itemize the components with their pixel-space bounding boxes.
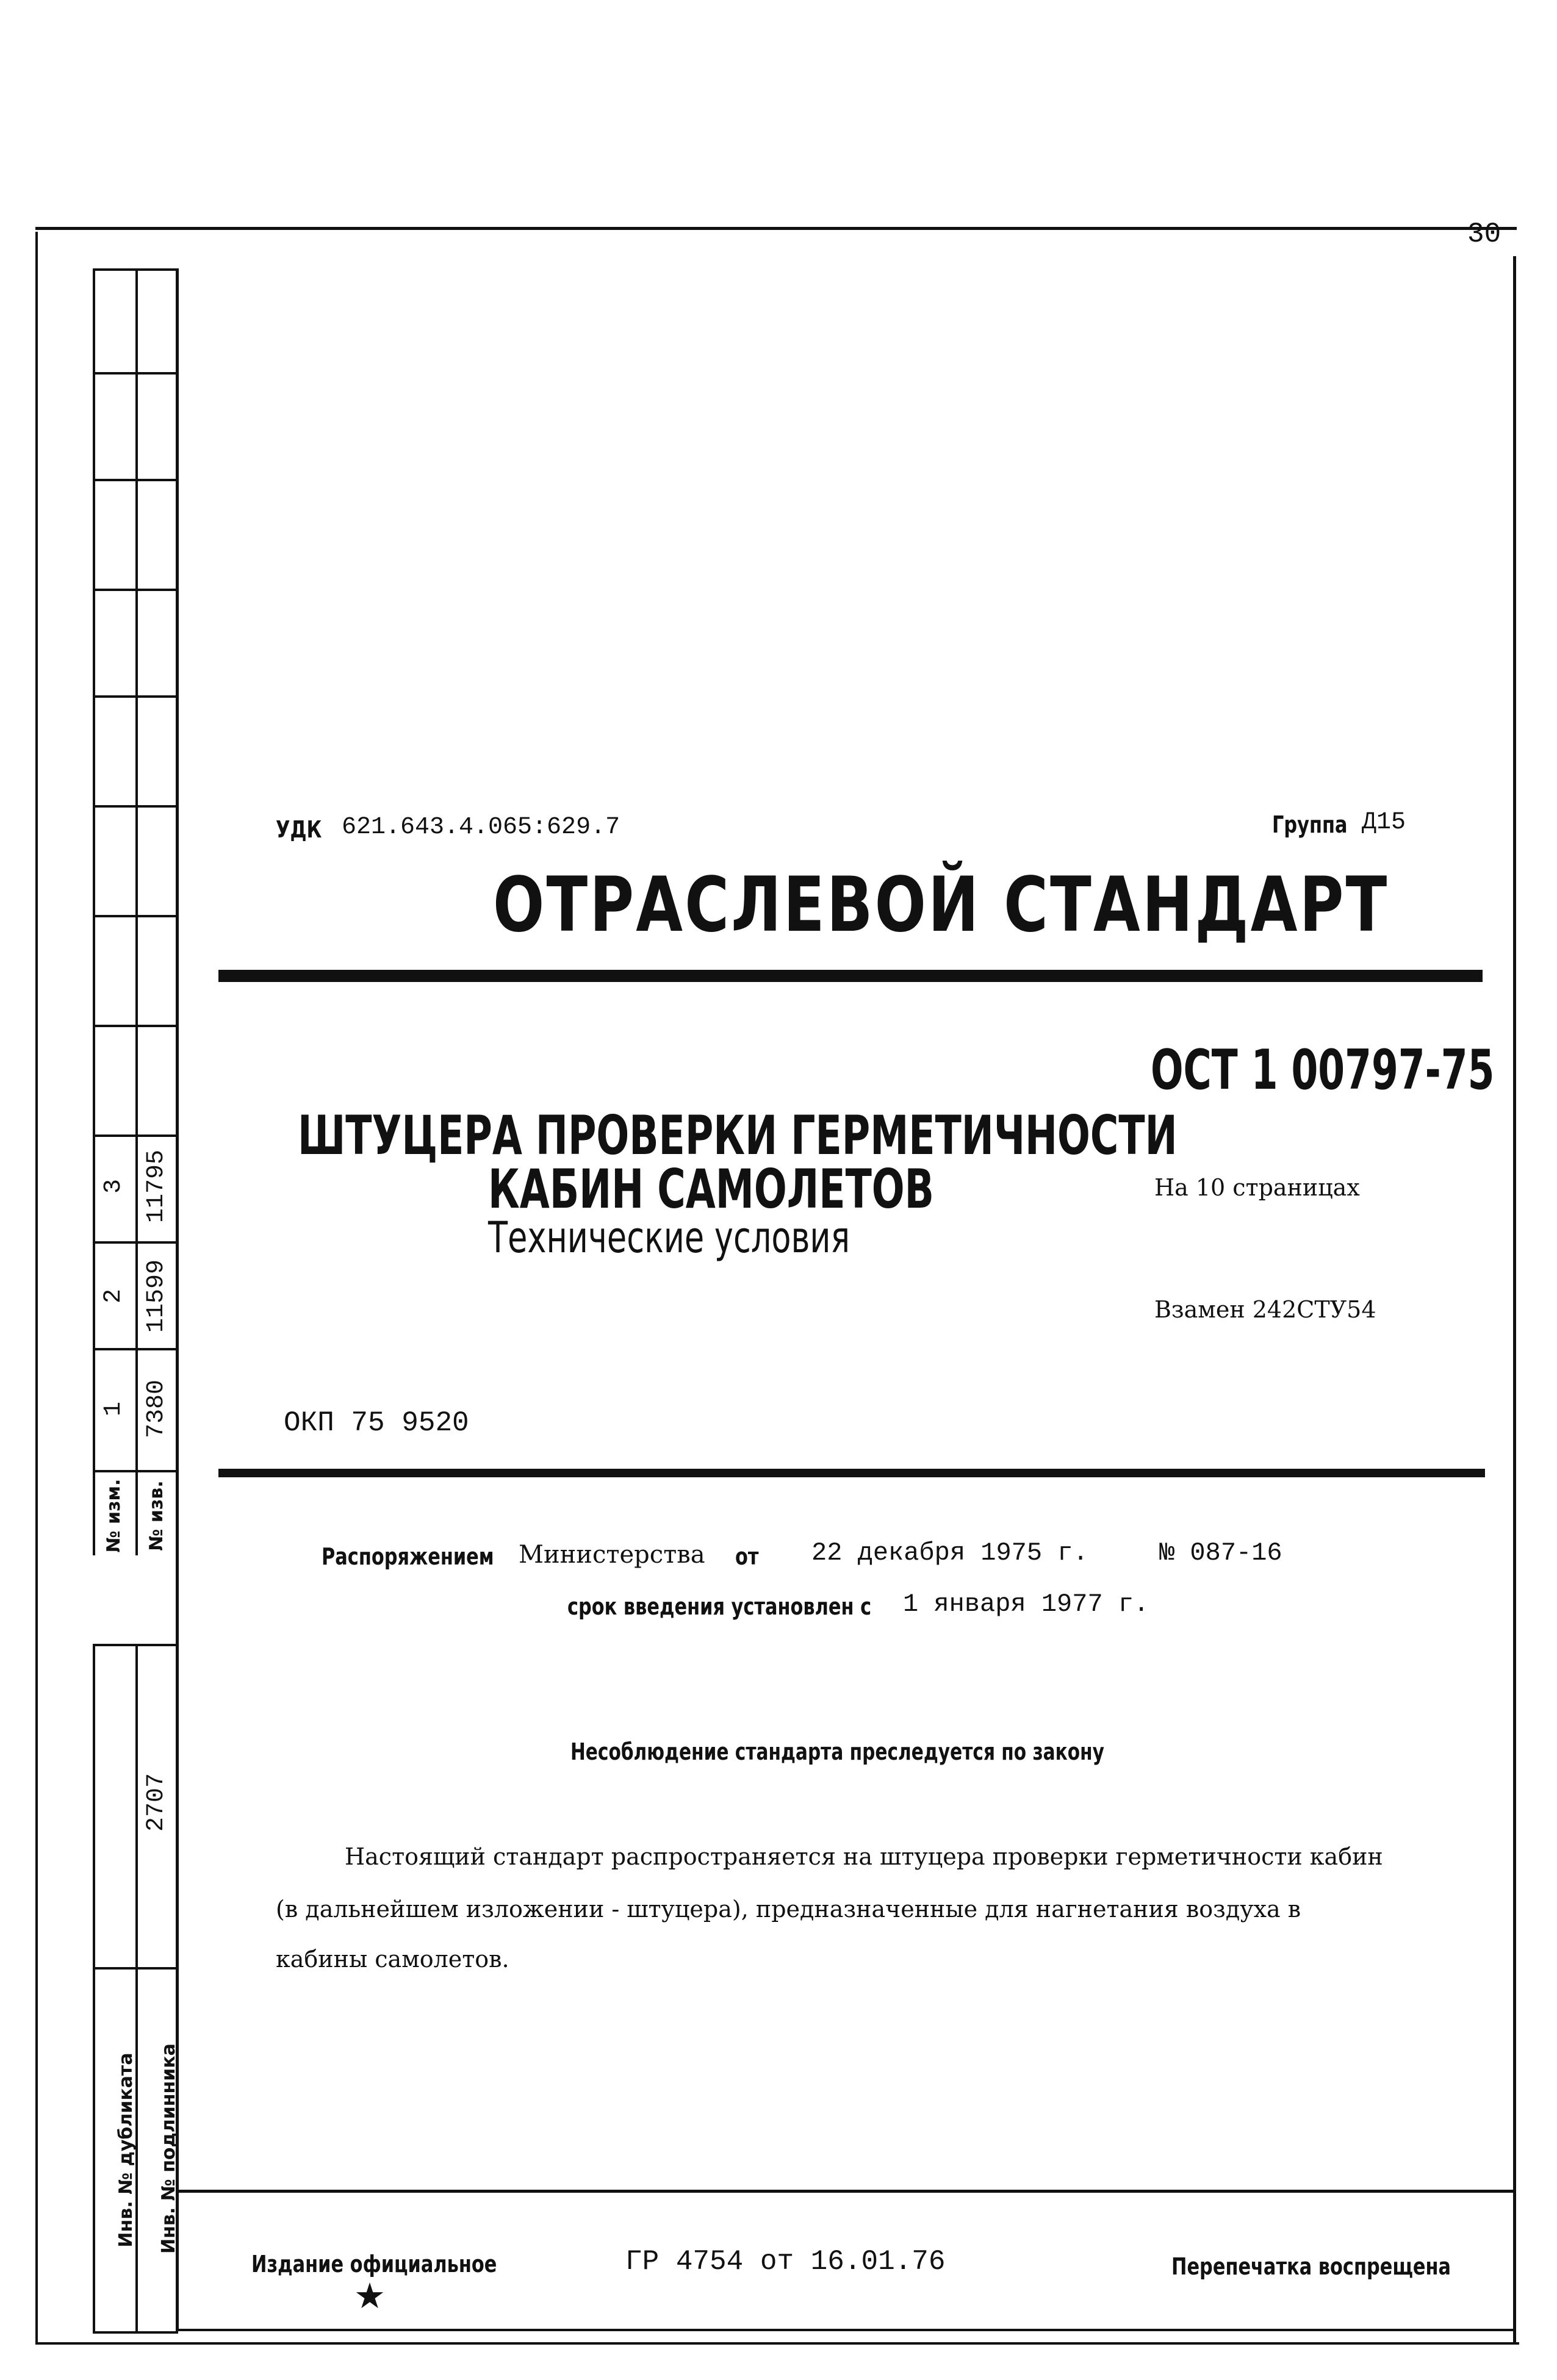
star-icon: ★ [354,2275,386,2317]
product-title-line1: ШТУЦЕРА ПРОВЕРКИ ГЕРМЕТИЧНОСТИ [298,1104,1178,1167]
document-title: ОТРАСЛЕВОЙ СТАНДАРТ [493,861,1389,949]
side-table-rule [93,268,178,271]
change-1-izv: 7380 [143,1380,170,1439]
side-table-outer-left [93,268,95,1555]
frame-top-border [35,227,1517,230]
change-1-izm: 1 [100,1402,128,1417]
inventory-table-outer-left [93,1644,95,2333]
inventory-duplicate-label: Инв. № дубликата [115,2052,137,2248]
order-label: Распоряжением [322,1543,494,1570]
standard-code: ОСТ 1 00797-75 [1151,1038,1495,1102]
order-number: № 087-16 [1159,1538,1282,1568]
side-table-rule [93,1025,178,1027]
inventory-duplicate-value: 2707 [143,1773,170,1832]
frame-inner-bottom-border [176,2329,1516,2331]
change-3-izm: 3 [100,1179,128,1194]
side-table-divider [135,268,138,1555]
order-date: 22 декабря 1975 г. [811,1538,1088,1568]
change-2-izm: 2 [100,1289,128,1304]
side-table-rule [93,695,178,698]
side-table-rule [93,479,178,481]
change-2-izv: 11599 [143,1259,170,1333]
inventory-table-rule [93,2331,178,2334]
page-number: 30 [1467,218,1501,250]
body-text-line-1: Настоящий стандарт распространяется на штуцера проверки герметичности кабин [345,1843,1383,1870]
body-text-line-2: (в дальнейшем изложении - штуцера), предназначенные для нагнетания воздуха в [276,1896,1301,1923]
effective-label: срок введения установлен с [567,1593,872,1620]
product-subtitle: Технические условия [488,1213,850,1263]
inventory-table-rule [93,1967,178,1970]
udk-label: УДК [276,816,322,843]
order-from: от [735,1543,759,1570]
reprint-prohibited: Перепечатка воспрещена [1171,2253,1451,2280]
change-3-izv: 11795 [143,1149,170,1224]
col-label-izm: № изм. [103,1479,124,1553]
frame-inner-left-border [176,268,179,2330]
official-edition: Издание официальное [251,2251,497,2278]
replaces-note: Взамен 242СТУ54 [1154,1296,1376,1323]
order-authority: Министерства [519,1541,705,1569]
footer-rule [176,2190,1516,2193]
okp-code: ОКП 75 9520 [284,1407,469,1439]
legal-warning: Несоблюдение стандарта преследуется по закону [570,1738,1104,1765]
section-rule [218,1469,1485,1477]
side-table-rule [93,372,178,375]
product-title-line2: КАБИН САМОЛЕТОВ [488,1158,934,1220]
side-table-rule [93,805,178,808]
page-count: На 10 страницах [1154,1174,1360,1201]
inventory-table-rule [93,1644,178,1646]
side-table-rule [93,915,178,917]
side-table-rule [93,589,178,591]
registration-number: ГР 4754 от 16.01.76 [625,2246,946,2278]
title-rule [218,970,1483,982]
col-label-izv: № изв. [146,1480,167,1551]
body-text-line-3: кабины самолетов. [276,1946,509,1973]
udk-value: 621.643.4.065:629.7 [342,814,620,841]
inventory-original-label: Инв. № подлинника [158,2043,179,2254]
group-label: Группа [1272,811,1348,838]
group-value: Д15 [1362,809,1406,836]
page-frame [35,232,1519,2345]
frame-right-border [1513,256,1516,2342]
effective-date: 1 января 1977 г. [903,1590,1149,1619]
